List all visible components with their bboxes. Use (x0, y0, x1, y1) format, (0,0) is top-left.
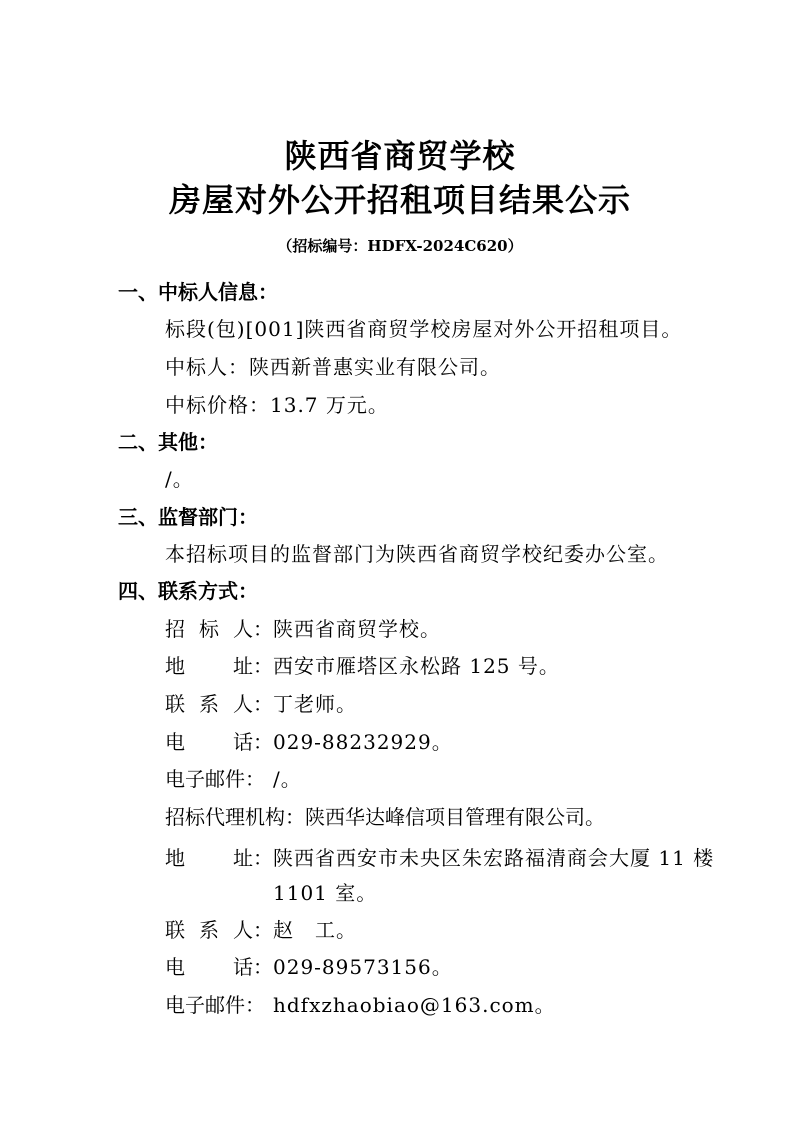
tenderer-contact: 丁老师。 (273, 692, 357, 716)
section-4-heading: 四、联系方式： (118, 579, 258, 603)
tender-code: （招标编号：HDFX-2024C620） (277, 237, 523, 255)
tenderer-address: 西安市雁塔区永松路 125 号。 (273, 654, 560, 678)
agency-contact: 赵 工。 (273, 918, 357, 942)
winner-text: 中标人：陕西新普惠实业有限公司。 (165, 355, 501, 379)
title-line-2: 房屋对外公开招租项目结果公示 (168, 181, 631, 219)
tenderer-contact-label: 联 系 人： (165, 692, 273, 716)
agency-phone: 029-89573156。 (273, 955, 453, 979)
other-text: /。 (165, 467, 194, 491)
tenderer-email-label: 电子邮件： (165, 767, 265, 791)
tenderer-label: 招 标 人： (165, 617, 273, 641)
agency-email-label: 电子邮件： (165, 993, 265, 1017)
section-2-heading: 二、其他： (118, 430, 218, 454)
tenderer-phone-label: 电 话： (165, 730, 273, 754)
title-line-1: 陕西省商贸学校 (284, 137, 516, 175)
tenderer-address-label: 地 址： (165, 654, 273, 678)
section-1-heading: 一、中标人信息： (118, 280, 278, 304)
agency-name: 陕西华达峰信项目管理有限公司。 (305, 805, 605, 829)
lot-text: 标段(包)[001]陕西省商贸学校房屋对外公开招租项目。 (165, 317, 683, 341)
agency-address-line-1: 陕西省西安市未央区朱宏路福清商会大厦 11 楼 (273, 846, 715, 870)
agency-phone-label: 电 话： (165, 955, 273, 979)
section-3-heading: 三、监督部门： (118, 505, 258, 529)
agency-address-label: 地 址： (165, 846, 273, 870)
tenderer-name: 陕西省商贸学校。 (273, 617, 441, 641)
agency-row (165, 804, 605, 830)
price-text: 中标价格：13.7 万元。 (165, 393, 389, 417)
agency-label: 招标代理机构： (165, 805, 305, 829)
agency-email: hdfxzhaobiao@163.com。 (273, 993, 556, 1017)
supervision-text: 本招标项目的监督部门为陕西省商贸学校纪委办公室。 (165, 542, 669, 566)
tenderer-email: /。 (273, 767, 302, 791)
agency-contact-label: 联 系 人： (165, 918, 273, 942)
agency-address-line-2: 1101 室。 (273, 881, 378, 905)
tenderer-phone: 029-88232929。 (273, 730, 453, 754)
